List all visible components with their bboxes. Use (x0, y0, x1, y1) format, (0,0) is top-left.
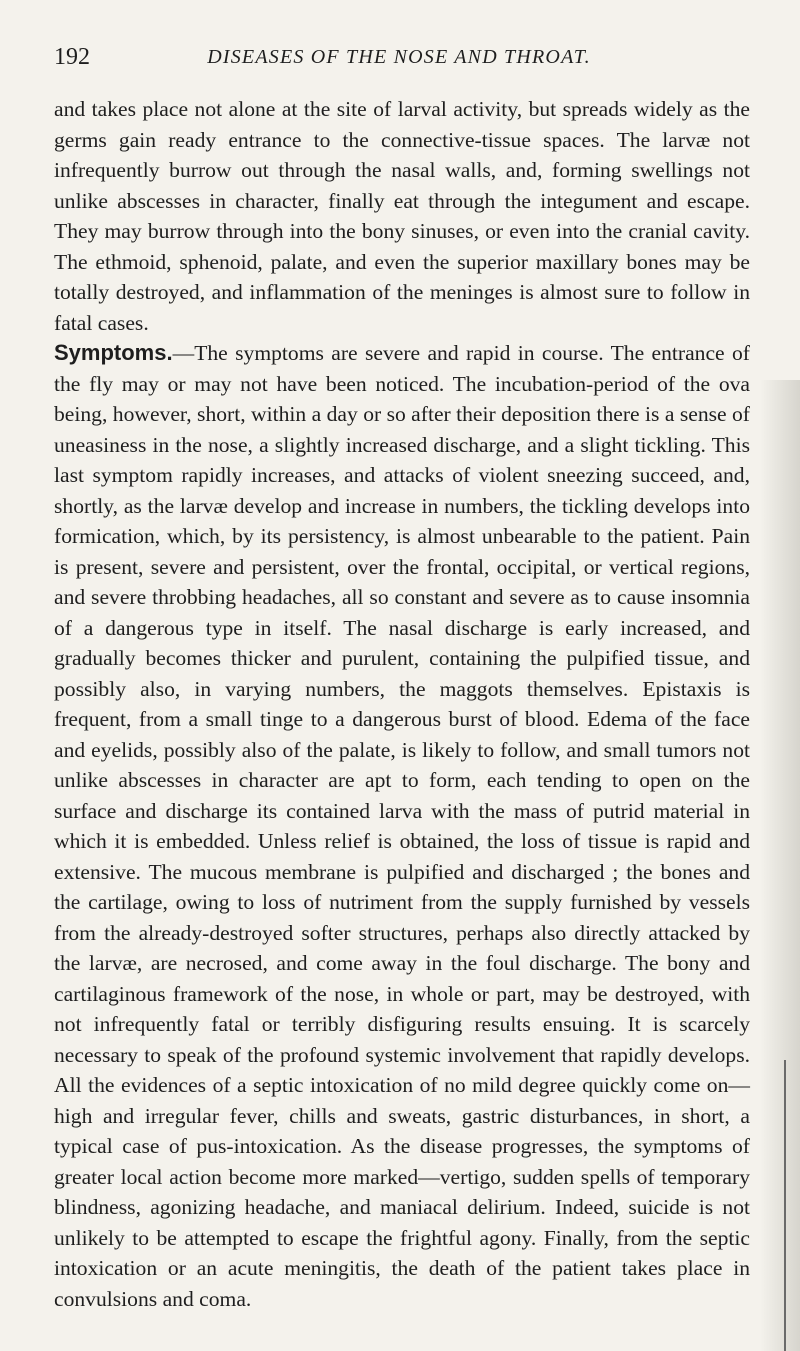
paragraph-continued: and takes place not alone at the site of larval activity, but spreads widely as the germs gain ready entrance to the connective-tissue spaces. The larvæ not infrequently burrow out through the nasal walls, and, forming swellings not unlike abscesses in character, finally eat through the integument and escape. They may burrow through into the bony sinuses, or even into the cranial cavity. The ethmoid, sphenoid, palate, and even the superior maxillary bones may be totally destroyed, and inflammation of the meninges is almost sure to follow in fatal cases. (54, 97, 750, 335)
page-number: 192 (54, 44, 90, 70)
running-head: DISEASES OF THE NOSE AND THROAT. (207, 46, 591, 68)
body-text (54, 94, 750, 1314)
page-header (54, 42, 744, 82)
paragraph-symptoms (54, 338, 750, 1314)
symptoms-text: —The symptoms are severe and rapid in course. The entrance of the fly may or may not have been noticed. The incubation-period of the ova being, however, short, within a day or so after their deposition there is a sense of uneasiness in the nose, a slightly increased discharge, and a slight tickling. This last symptom rapidly increases, and attacks of violent sneezing succeed, and, shortly, as the larvæ develop and increase in numbers, the tickling develops into formication, which, by its persistency, is almost unbearable to the patient. Pain is present, severe and persistent, over the frontal, occipital, or vertical regions, and severe throbbing headaches, all so constant and severe as to cause insomnia of a dangerous type in itself. The nasal discharge is early increased, and gradually becomes thicker and purulent, containing the pulpified tissue, and possibly also, in varying numbers, the maggots themselves. Epistaxis is frequent, from a small tinge to a dangerous burst of blood. Edema of the face and eyelids, possibly also of the palate, is likely to follow, and small tumors not unlike abscesses in character are apt to form, each tending to open on the surface and discharge its contained larva with the mass of putrid material in which it is embedded. Unless relief is obtained, the loss of tissue is rapid and extensive. The mucous membrane is pulpified and discharged ; the bones and the cartilage, owing to loss of nutriment from the supply furnished by vessels from the already-destroyed softer structures, perhaps also directly attacked by the larvæ, are necrosed, and come away in the foul discharge. The bony and cartilaginous framework of the nose, in whole or part, may be destroyed, with not infrequently fatal or terribly disfiguring results ensuing. It is scarcely necessary to speak of the profound systemic involvement that rapidly develops. All the evidences of a septic intoxication of no mild degree quickly come on—high and irregular fever, chills and sweats, gastric disturbances, in short, a typical case of pus-intoxication. As the disease progresses, the symptoms of greater local action become more marked—vertigo, sudden spells of temporary blindness, agonizing headache, and maniacal delirium. Indeed, suicide is not unlikely to be attempted to escape the frightful agony. Finally, from the septic intoxication or an acute meningitis, the death of the patient takes place in convulsions and coma. (54, 341, 750, 1311)
page-edge-shadow (760, 380, 800, 1351)
page-edge-line (784, 1060, 786, 1351)
section-heading-symptoms: Symptoms. (54, 340, 173, 365)
